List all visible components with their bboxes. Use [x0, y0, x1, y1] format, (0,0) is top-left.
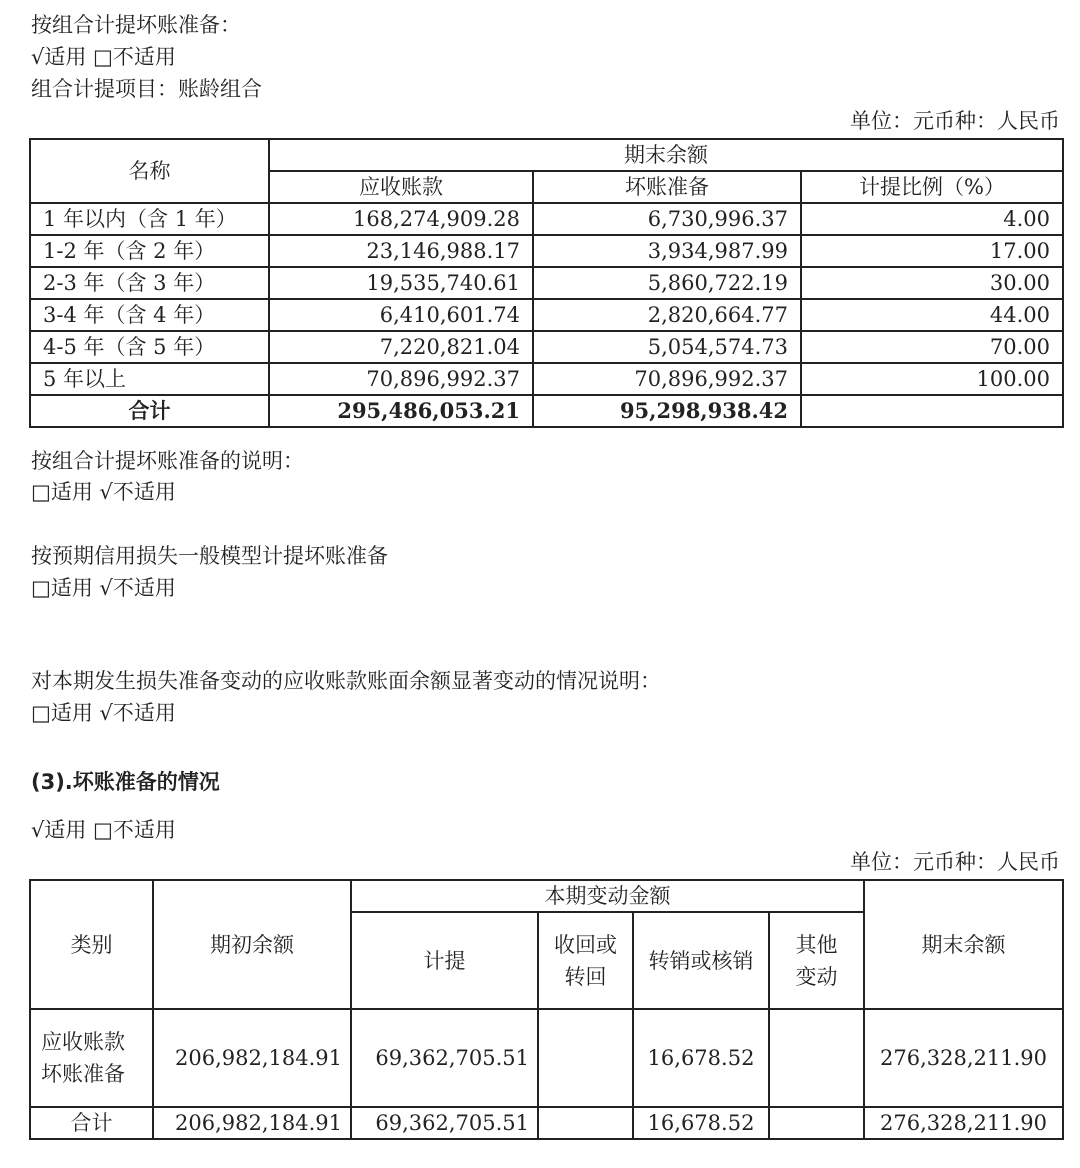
header-period-end-balance: 期末余额 [269, 139, 1063, 171]
total-label: 合计 [30, 1107, 153, 1139]
table-row [30, 1009, 1063, 1107]
header-closing-balance: 期末余额 [864, 880, 1063, 1009]
table-row [30, 299, 1063, 331]
aging-allowance-table [29, 138, 1064, 428]
note-title: 对本期发生损失准备变动的应收账款账面余额显著变动的情况说明： [31, 669, 661, 693]
header-name: 名称 [30, 139, 269, 203]
row-receivable: 6,410,601.74 [269, 299, 533, 331]
section-heading: 按组合计提坏账准备： [31, 13, 241, 37]
header-ratio: 计提比例（%） [801, 171, 1063, 203]
section-3-checkbox-line[interactable]: √适用 □不适用 [31, 818, 176, 842]
combination-item-line: 组合计提项目：账龄组合 [31, 77, 262, 101]
header-allowance: 坏账准备 [533, 171, 801, 203]
total-opening: 206,982,184.91 [153, 1107, 351, 1139]
row-receivable: 23,146,988.17 [269, 235, 533, 267]
table-row [30, 331, 1063, 363]
row-recovery [538, 1009, 633, 1107]
row-receivable: 19,535,740.61 [269, 267, 533, 299]
row-receivable: 7,220,821.04 [269, 331, 533, 363]
unit-label: 单位：元币种：人民币 [850, 850, 1060, 874]
table-row [30, 235, 1063, 267]
row-name: 4-5 年（含 5 年） [30, 331, 269, 363]
applicability-checkbox-line[interactable]: √适用 □不适用 [31, 45, 176, 69]
header-receivable: 应收账款 [269, 171, 533, 203]
row-receivable: 70,896,992.37 [269, 363, 533, 395]
row-category: 应收账款坏账准备 [30, 1009, 153, 1107]
row-ratio: 100.00 [801, 363, 1063, 395]
row-allowance: 2,820,664.77 [533, 299, 801, 331]
row-receivable: 168,274,909.28 [269, 203, 533, 235]
note-title: 按组合计提坏账准备的说明： [31, 449, 304, 473]
note-checkbox-line[interactable]: □适用 √不适用 [31, 701, 176, 725]
row-closing: 276,328,211.90 [864, 1009, 1063, 1107]
row-ratio: 30.00 [801, 267, 1063, 299]
table-total-row [30, 1107, 1063, 1139]
header-change-amount: 本期变动金额 [351, 880, 864, 912]
table-row [30, 203, 1063, 235]
note-checkbox-line[interactable]: □适用 √不适用 [31, 576, 176, 600]
header-writeoff: 转销或核销 [633, 912, 769, 1009]
row-provision: 69,362,705.51 [351, 1009, 538, 1107]
row-name: 1-2 年（含 2 年） [30, 235, 269, 267]
header-provision: 计提 [351, 912, 538, 1009]
table-row [30, 363, 1063, 395]
header-recovery: 收回或转回 [538, 912, 633, 1009]
unit-label: 单位：元币种：人民币 [850, 109, 1060, 133]
row-other [769, 1009, 864, 1107]
row-name: 5 年以上 [30, 363, 269, 395]
row-opening: 206,982,184.91 [153, 1009, 351, 1107]
table-row [30, 267, 1063, 299]
row-ratio: 17.00 [801, 235, 1063, 267]
header-other-change: 其他变动 [769, 912, 864, 1009]
header-opening-balance: 期初余额 [153, 880, 351, 1009]
total-other [769, 1107, 864, 1139]
total-label: 合计 [30, 395, 269, 427]
note-checkbox-line[interactable]: □适用 √不适用 [31, 480, 176, 504]
table-total-row [30, 395, 1063, 427]
total-writeoff: 16,678.52 [633, 1107, 769, 1139]
total-ratio [801, 395, 1063, 427]
row-writeoff: 16,678.52 [633, 1009, 769, 1107]
row-name: 3-4 年（含 4 年） [30, 299, 269, 331]
header-category: 类别 [30, 880, 153, 1009]
total-recovery [538, 1107, 633, 1139]
row-allowance: 70,896,992.37 [533, 363, 801, 395]
row-allowance: 6,730,996.37 [533, 203, 801, 235]
row-name: 2-3 年（含 3 年） [30, 267, 269, 299]
bad-debt-allowance-table [29, 879, 1064, 1140]
row-ratio: 44.00 [801, 299, 1063, 331]
row-name: 1 年以内（含 1 年） [30, 203, 269, 235]
row-ratio: 4.00 [801, 203, 1063, 235]
note-title: 按预期信用损失一般模型计提坏账准备 [31, 544, 388, 568]
total-allowance: 95,298,938.42 [533, 395, 801, 427]
row-ratio: 70.00 [801, 331, 1063, 363]
total-provision: 69,362,705.51 [351, 1107, 538, 1139]
row-allowance: 3,934,987.99 [533, 235, 801, 267]
row-allowance: 5,054,574.73 [533, 331, 801, 363]
table-header-row [30, 880, 1063, 912]
table-header-row [30, 139, 1063, 171]
total-receivable: 295,486,053.21 [269, 395, 533, 427]
section-3-heading: (3).坏账准备的情况 [31, 770, 220, 794]
total-closing: 276,328,211.90 [864, 1107, 1063, 1139]
row-allowance: 5,860,722.19 [533, 267, 801, 299]
